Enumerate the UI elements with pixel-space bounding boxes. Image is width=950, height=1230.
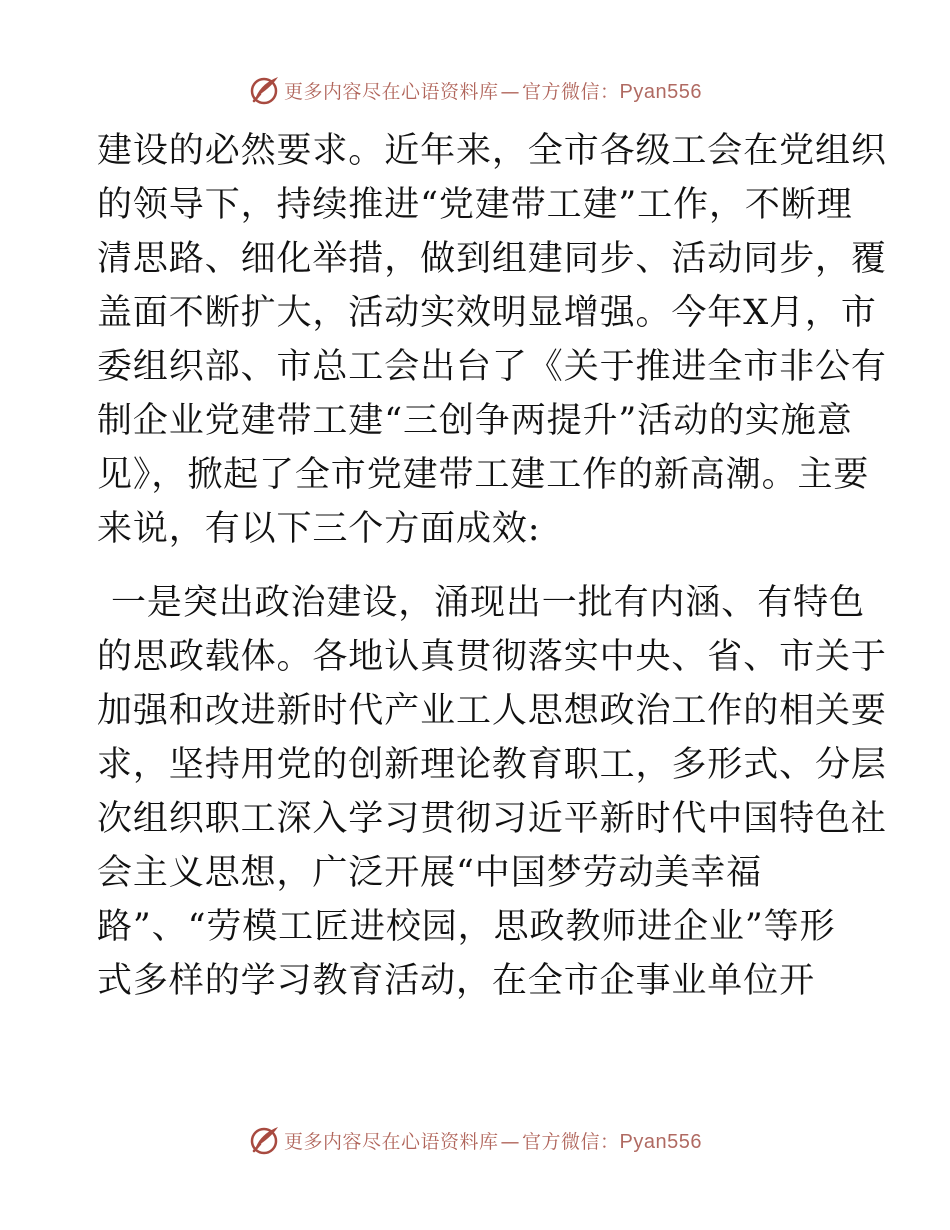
footer-watermark-banner bbox=[0, 1120, 950, 1160]
text-line: 求，坚持用党的创新理论教育职工，多形式、分层 bbox=[97, 745, 887, 785]
text-line: 的思政载体。各地认真贯彻落实中央、省、市关于 bbox=[97, 637, 887, 677]
text-line: 委组织部、市总工会出台了《关于推进全市非公有 bbox=[97, 347, 887, 387]
quill-pen-logo-icon bbox=[248, 1123, 282, 1157]
paragraph-1 bbox=[97, 124, 887, 556]
text-line: 制企业党建带工建“三创争两提升”活动的实施意 bbox=[97, 401, 853, 441]
text-line: 的领导下，持续推进“党建带工建”工作，不断理 bbox=[97, 185, 853, 225]
text-line: 路”、“劳模工匠进校园，思政教师进企业”等形 bbox=[97, 907, 836, 947]
banner-text-group bbox=[284, 1127, 702, 1154]
quill-pen-logo-icon bbox=[248, 73, 282, 107]
banner-separator: — bbox=[500, 1130, 521, 1153]
text-line: 一是突出政治建设，涌现出一批有内涵、有特色 bbox=[111, 583, 865, 623]
document-body bbox=[97, 124, 887, 1008]
banner-slogan: 更多内容尽在心语资料库 bbox=[284, 80, 499, 103]
text-line: 清思路、细化举措，做到组建同步、活动同步，覆 bbox=[97, 239, 887, 279]
banner-separator: — bbox=[500, 80, 521, 103]
text-line: 建设的必然要求。近年来，全市各级工会在党组织 bbox=[97, 131, 887, 171]
text-line: 加强和改进新时代产业工人思想政治工作的相关要 bbox=[97, 691, 887, 731]
banner-slogan: 更多内容尽在心语资料库 bbox=[284, 1130, 499, 1153]
text-line: 次组织职工深入学习贯彻习近平新时代中国特色社 bbox=[97, 799, 887, 839]
banner-wechat-label: 官方微信： bbox=[522, 80, 620, 103]
text-line: 盖面不断扩大，活动实效明显增强。今年X月，市 bbox=[97, 293, 877, 333]
banner-wechat-id: Pyan556 bbox=[619, 80, 702, 103]
header-watermark-banner bbox=[0, 70, 950, 110]
banner-wechat-id: Pyan556 bbox=[619, 1130, 702, 1153]
paragraph-2 bbox=[97, 576, 887, 1008]
banner-text-group bbox=[284, 77, 702, 104]
banner-wechat-label: 官方微信： bbox=[522, 1130, 620, 1153]
text-line: 会主义思想，广泛开展“中国梦劳动美幸福 bbox=[97, 853, 762, 893]
text-line: 见》，掀起了全市党建带工建工作的新高潮。主要 bbox=[97, 455, 870, 495]
text-line: 来说，有以下三个方面成效: bbox=[97, 509, 541, 549]
text-line: 式多样的学习教育活动，在全市企事业单位开 bbox=[97, 961, 816, 1001]
